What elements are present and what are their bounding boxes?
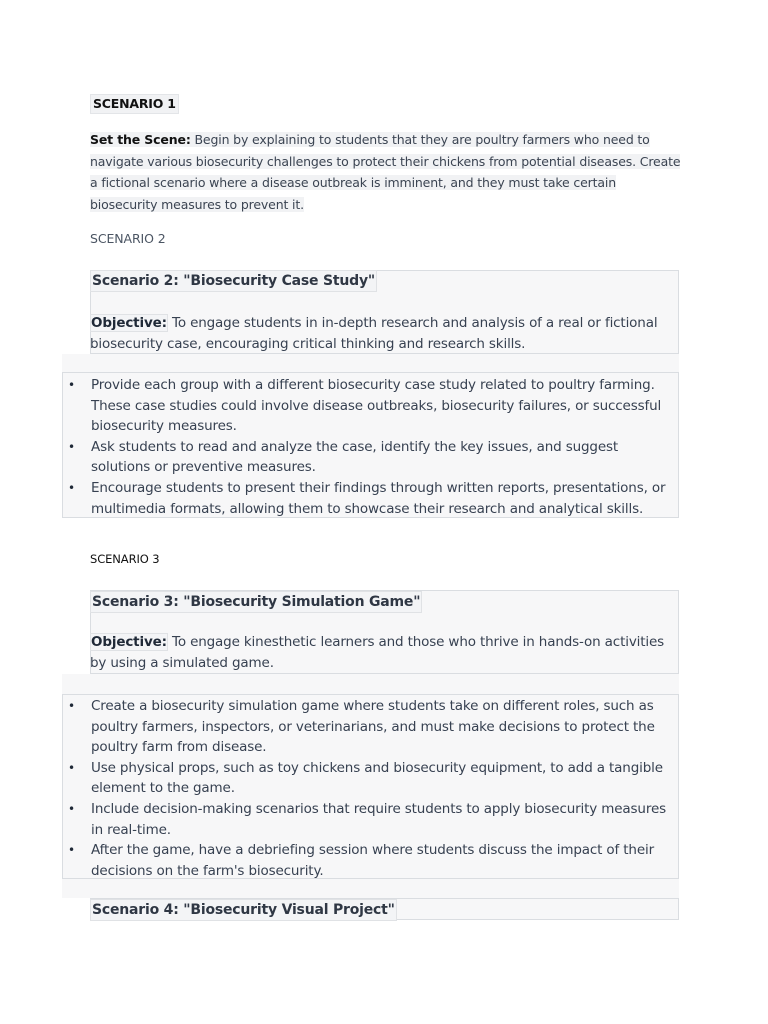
- scenario-2-caption: SCENARIO 2: [90, 231, 166, 246]
- scenario-2-list: [63, 373, 678, 519]
- scenario-2-title: Scenario 2: "Biosecurity Case Study": [90, 270, 377, 292]
- scenario-3-spacer: [62, 674, 679, 694]
- bullet-icon: •: [68, 699, 75, 713]
- scenario-2-objective: [90, 313, 676, 354]
- scenario-3-objective: [90, 632, 676, 673]
- list-item-text: Create a biosecurity simulation game where students take on different roles, such as poultry farmers, inspectors, or veterinarians, and must make decisions to protect the poultry farm from disease.: [91, 698, 655, 756]
- scenario-4-spacer: [62, 879, 679, 898]
- list-item: [63, 478, 674, 519]
- list-item-text: Provide each group with a different biosecurity case study related to poultry farming. These case studies could involve disease outbreaks, biosecurity failures, or successful biosecurity measures.: [91, 377, 662, 435]
- scenario-1-paragraph: [90, 129, 682, 216]
- scenario-3-list-box: [62, 694, 679, 879]
- list-item: [63, 799, 674, 840]
- bullet-icon: •: [68, 843, 75, 858]
- list-item-text: After the game, have a debriefing session where students discuss the impact of their decisions on the farm's biosecurity.: [91, 842, 654, 879]
- bullet-icon: •: [68, 760, 75, 775]
- bullet-icon: •: [68, 439, 75, 454]
- scenario-3-objective-label: Objective:: [91, 634, 167, 650]
- bullet-icon: •: [68, 480, 75, 495]
- list-item-text: Ask students to read and analyze the case, identify the key issues, and suggest solutions or preventive measures.: [91, 438, 619, 476]
- list-item: [63, 840, 674, 881]
- bullet-icon: •: [68, 801, 75, 816]
- scenario-4-title: Scenario 4: "Biosecurity Visual Project": [90, 899, 397, 921]
- list-item: [63, 437, 674, 478]
- scenario-2-objective-text: To engage students in in-depth research and analysis of a real or fictional biosecurity case, encouraging critical thinking and research skills.: [90, 315, 658, 352]
- list-item-text: Use physical props, such as toy chickens and biosecurity equipment, to add a tangible element to the game.: [91, 759, 663, 797]
- scenario-3-caption: SCENARIO 3: [90, 552, 160, 566]
- list-item: [63, 375, 674, 437]
- scenario-1-heading: SCENARIO 1: [90, 94, 179, 114]
- scenario-2-objective-label: Objective:: [91, 315, 167, 331]
- scenario-3-title: Scenario 3: "Biosecurity Simulation Game": [90, 591, 422, 613]
- list-item-text: Include decision-making scenarios that require students to apply biosecurity measures in real-time.: [91, 800, 666, 838]
- scenario-3-objective-text: To engage kinesthetic learners and those who thrive in hands-on activities by using a simulated game.: [90, 634, 665, 671]
- scenario-2-spacer: [62, 354, 679, 372]
- scenario-2-list-box: [62, 372, 679, 518]
- list-item-text: Encourage students to present their findings through written reports, presentations, or multimedia formats, allowing them to showcase their research and analytical skills.: [91, 479, 666, 517]
- scenario-3-list: [63, 695, 678, 881]
- set-the-scene-label: Set the Scene:: [90, 132, 191, 147]
- list-item: [63, 696, 674, 758]
- bullet-icon: •: [68, 378, 75, 392]
- set-the-scene-text: Begin by explaining to students that they are poultry farmers who need to navigate various biosecurity challenges to protect their chickens from potential diseases. Create a fictional scenario where a disease outbreak is imminent, and they must take certain biosecurity measures to prevent it.: [90, 132, 681, 213]
- list-item: [63, 758, 674, 799]
